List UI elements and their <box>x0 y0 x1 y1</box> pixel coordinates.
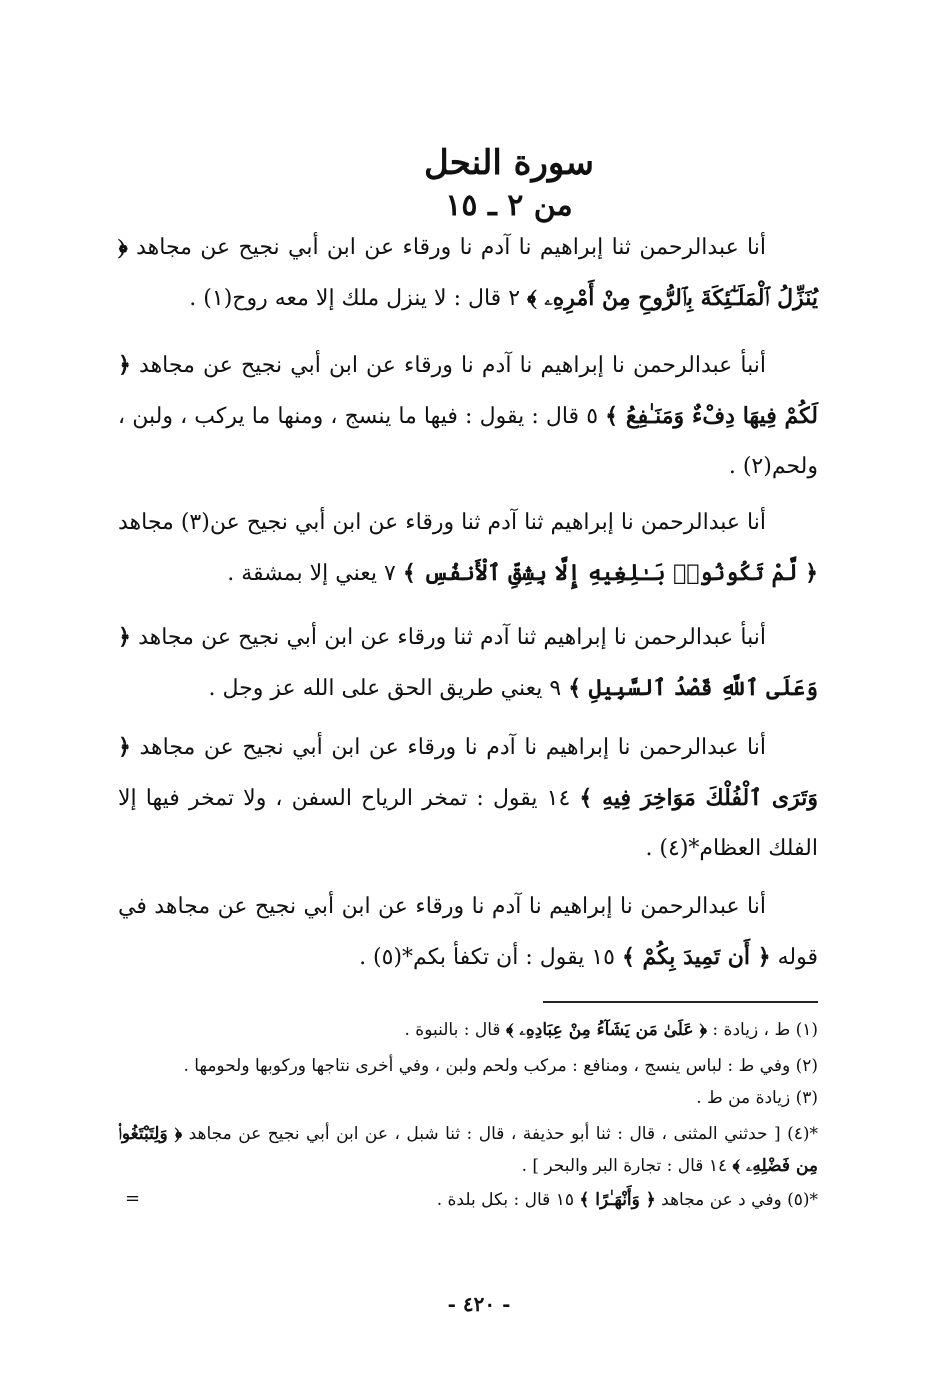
commentary-text: ٩ يعني طريق الحق على الله عز وجل . <box>208 676 562 701</box>
isnad-text: أنا عبدالرحمن نا إبراهيم نا آدم نا ورقاء عن ابن أبي نجيح عن مجاهد <box>139 735 766 760</box>
quran-verse: ﴿ أَن تَمِيدَ بِكُمْ ﴾ <box>621 944 771 970</box>
verse-range: من ٢ ـ ١٥ <box>445 188 573 223</box>
footnote-text: ١٥ قال : بكل بلدة . <box>436 1190 574 1210</box>
commentary-text: ١٤ يقول : تمخر الرياح السفن ، ولا تمخر فيها إلا الفلك العظام*(٤) . <box>118 786 818 861</box>
page-number: - ٤٢٠ - <box>447 1292 511 1316</box>
footnote-quran: ﴿ عَلَىٰ مَن يَشَآءُ مِنْ عِبَادِهِۦ ﴾ <box>505 1020 708 1040</box>
narration-paragraph <box>118 722 818 874</box>
footnote <box>118 1082 818 1114</box>
isnad-text: أنا عبدالرحمن نا إبراهيم نا آدم نا ورقاء عن ابن أبي نجيح عن مجاهد في قوله <box>118 894 818 970</box>
footnote-text: قال : بالنبوة . <box>404 1020 501 1040</box>
chapter-heading <box>0 140 938 226</box>
footnote-continuation-mark: = <box>125 1188 141 1209</box>
footnote-text: ١٤ قال : تجارة البر والبحر ] . <box>521 1156 728 1176</box>
surah-title: سورة النحل <box>424 143 594 183</box>
footnote-label: *(٥) <box>787 1190 818 1210</box>
footnote <box>118 1050 818 1082</box>
isnad-text: أنبأ عبدالرحمن نا إبراهيم نا آدم نا ورقاء عن ابن أبي نجيح عن مجاهد <box>139 353 766 378</box>
footnote-text: [ حدثني المثنى ، قال : ثنا أبو حذيفة ، قال : ثنا شبل ، عن ابن أبي نجيح عن مجاهد <box>188 1124 781 1144</box>
narration-paragraph <box>118 498 818 599</box>
footnote-separator <box>543 1001 818 1003</box>
quran-verse: ﴿ وَعَلَى ٱللَّهِ قَصْدُ ٱلسَّبِيلِ ﴾ <box>118 624 818 701</box>
quran-verse: ﴿ لَّمْ تَكُونُوا۟ بَـٰلِغِيهِ إِلَّا بِشِقِّ ٱلْأَنفُسِ ﴾ <box>402 560 818 586</box>
footnote-text: زيادة من ط . <box>696 1088 791 1108</box>
footnote-quran: ﴿ وَأَنْهَـٰرًا ﴾ <box>579 1190 656 1210</box>
narration-paragraph <box>118 612 818 714</box>
footnote-text: وفي د عن مجاهد <box>661 1190 782 1210</box>
footnote-text: ط ، زيادة : <box>712 1020 791 1040</box>
narration-paragraph <box>118 340 818 492</box>
isnad-text: أنبأ عبدالرحمن نا إبراهيم ثنا آدم ثنا ورقاء عن ابن أبي نجيح عن مجاهد <box>138 625 767 650</box>
narration-paragraph <box>118 222 818 324</box>
commentary-text: ٧ يعني إلا بمشقة . <box>227 561 396 586</box>
isnad-text: أنا عبدالرحمن ثنا إبراهيم نا آدم نا ورقاء عن ابن أبي نجيح عن مجاهد <box>136 235 766 260</box>
footnote <box>118 1184 818 1216</box>
narration-paragraph <box>118 882 818 983</box>
footnote-label: (١) <box>795 1020 818 1040</box>
footnote <box>118 1014 818 1046</box>
footnote <box>118 1118 818 1182</box>
footnote-label: *(٤) <box>787 1124 819 1144</box>
footnote-label: (٣) <box>795 1088 818 1108</box>
quran-verse: ﴿ لَكُمْ فِيهَا دِفْءٌ وَمَنَـٰفِعُ ﴾ <box>118 352 818 429</box>
footnote-label: (٢) <box>795 1056 818 1076</box>
commentary-text: ١٥ يقول : أن تكفأ بكم*(٥) . <box>359 945 615 970</box>
footnote-text: وفي ط : لباس ينسج ، ومنافع : مركب ولحم ولبن ، وفي أخرى نتاجها وركوبها ولحومها . <box>183 1056 791 1076</box>
quran-verse: ﴿ وَتَرَى ٱلْفُلْكَ مَوَاخِرَ فِيهِ ﴾ <box>118 734 818 811</box>
isnad-text: أنا عبدالرحمن نا إبراهيم ثنا آدم ثنا ورقاء عن ابن أبي نجيح عن(٣) مجاهد <box>118 510 766 535</box>
footnote-quran: ﴿ وَلِتَبْتَغُوا۟ مِن فَضْلِهِۦ ﴾ <box>118 1124 818 1176</box>
commentary-text: ٢ قال : لا ينزل ملك إلا معه روح(١) . <box>189 286 521 311</box>
quran-verse: ﴿ يُنَزِّلُ ٱلْمَلَـٰٓئِكَةَ بِٱلرُّوحِ مِنْ أَمْرِهِۦ ﴾ <box>118 234 818 311</box>
commentary-text: ٥ قال : يقول : فيها ما ينسج ، ومنها ما يركب ، ولبن ، ولحم(٢) . <box>118 404 818 479</box>
